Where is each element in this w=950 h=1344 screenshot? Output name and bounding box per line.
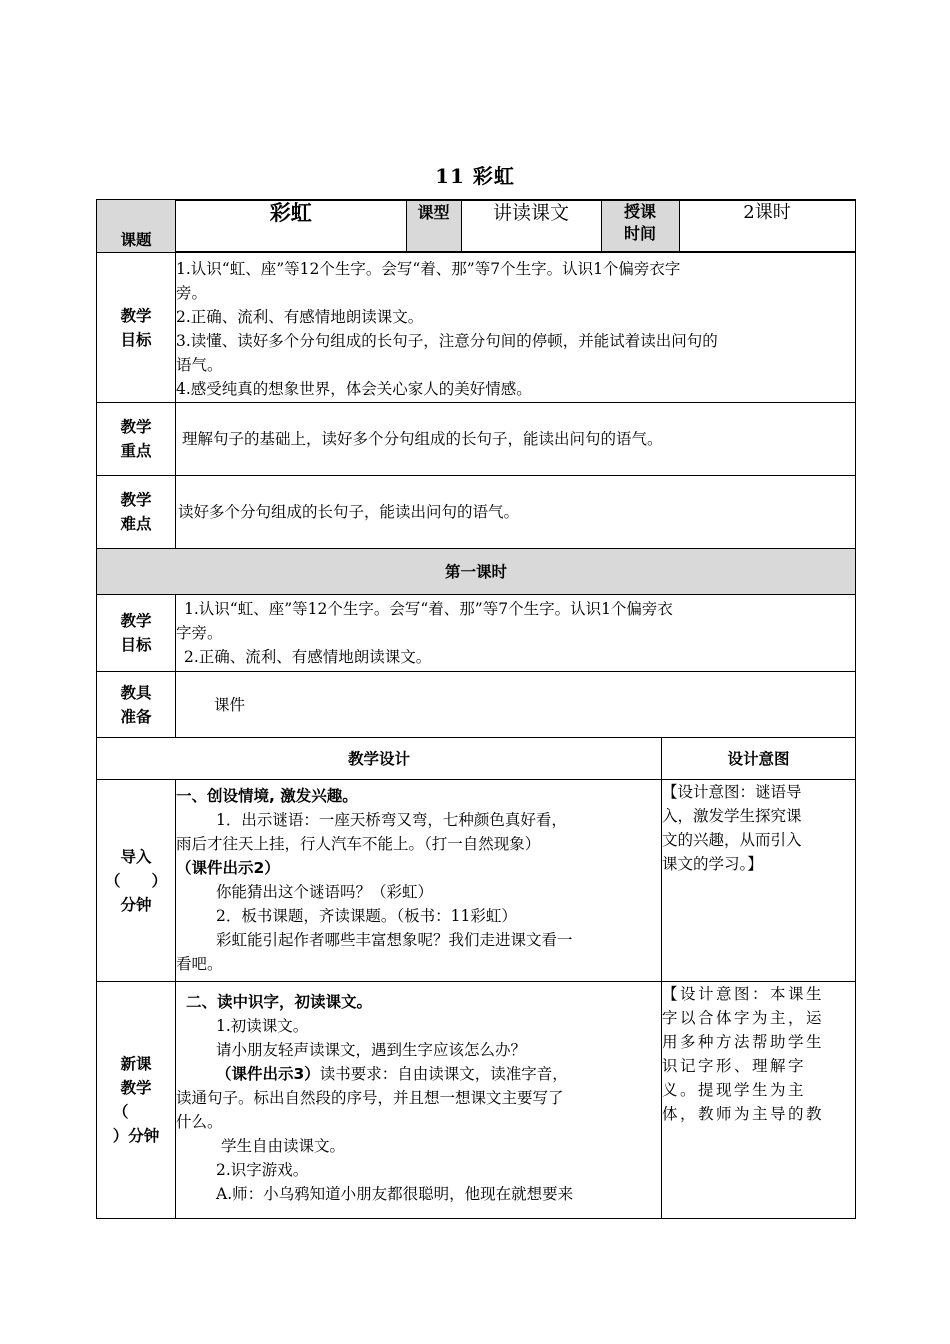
reading-requirement: 读书要求：自由读课文，读准字音， [319,1065,568,1083]
newlesson-paragraph: 1.初读课文。 [216,1017,309,1035]
intro-label-line-1: 导入 [120,847,152,866]
intent-line: 用多种方法帮助学生 [662,1033,825,1051]
difficulties-content: 读好多个分句组成的长句子，能读出问句的语气。 [176,476,856,549]
keypoints-content: 理解句子的基础上，读好多个分句组成的长句子，能读出问句的语气。 [176,403,856,476]
newlesson-label-line-1: 新课 [120,1055,152,1073]
lesson1-goal-line: 2.正确、流利、有感情地朗读课文。 [184,648,432,666]
goals-label-line-2: 目标 [120,330,152,349]
topic-value: 彩虹 [176,201,406,252]
newlesson-intent [662,982,856,1219]
goals-content [176,253,856,403]
goal-line: 1.认识“虹、座”等12个生字。会写“着、那”等7个生字。认识1个偏旁衣字 [176,260,681,278]
difficulties-label-line-2: 难点 [120,515,152,533]
intro-paragraph: 2．板书课题，齐读课题。（板书：11彩虹） [216,907,517,925]
difficulties-label-line-1: 教学 [120,491,152,509]
intro-content [176,780,662,982]
goal-line: 旁。 [176,284,208,302]
newlesson-paragraph [176,1062,661,1086]
intent-line: 课文的学习。】 [662,855,763,873]
difficulties-label [97,476,176,549]
lesson1-goal-line: 1.认识“虹、座”等12个生字。会写“着、那”等7个生字。认识1个偏旁衣 [184,600,673,618]
time-value: 2课时 [679,201,855,252]
lesson1-goals-content [176,595,856,672]
newlesson-paragraph: 请小朋友轻声读课文，遇到生字应该怎么办？ [216,1041,527,1059]
intro-paragraph: 你能猜出这个谜语吗？（彩虹） [216,883,434,901]
header-cells [176,200,856,253]
goal-line: 3.读懂、读好多个分句组成的长句子，注意分句间的停顿，并能试着读出问句的 [176,332,718,350]
topic-label: 课题 [120,231,152,249]
type-value: 讲读课文 [461,201,601,252]
intro-label-line-2: （ ） [104,871,167,890]
intent-line: 义。提现学生为主 [662,1081,807,1099]
intro-intent [662,780,856,982]
intro-paragraph: 1．出示谜语：一座天桥弯又弯，七种颜色真好看， [216,811,567,829]
intent-line: 文的兴趣，从而引入 [662,831,802,849]
newlesson-label [97,982,176,1219]
intent-line: 入，激发学生探究课 [662,807,802,825]
newlesson-heading: 二、读中识字，初读课文。 [186,993,373,1011]
newlesson-paragraph: 读通句子。标出自然段的序号，并且想一想课文主要写了 [176,1089,564,1107]
tools-label [97,672,176,738]
type-label: 课型 [406,201,461,252]
goal-line: 语气。 [176,356,223,374]
intro-paragraph: 彩虹能引起作者哪些丰富想象呢？我们走进课文看一 [216,931,573,949]
keypoints-label [97,403,176,476]
newlesson-paragraph: 什么。 [176,1113,223,1131]
intro-heading: 一、创设情境, 激发兴趣。 [176,787,358,805]
intro-paragraph: 雨后才往天上挂，行人汽车不能上。（打一自然现象） [176,835,541,853]
design-header-left: 教学设计 [97,738,662,780]
design-header-right: 设计意图 [662,738,856,780]
intent-line: 【设计意图：本课生 [662,985,825,1003]
lesson1-goals-label [97,595,176,672]
newlesson-paragraph: A.师：小乌鸦知道小朋友都很聪明，他现在就想要来 [216,1185,574,1203]
page-title: 11 彩虹 [435,164,515,188]
topic-label-cell [97,200,176,253]
newlesson-label-line-4: ）分钟 [112,1127,160,1145]
newlesson-label-line-3: （ [113,1103,129,1121]
intent-line: 识记字形、理解字 [662,1057,807,1075]
tools-value: 课件 [176,672,856,738]
time-label [601,201,679,252]
newlesson-label-line-2: 教学 [120,1079,152,1097]
lesson1-goals-label-line-1: 教学 [120,612,152,630]
intro-paragraph: 看吧。 [176,955,223,973]
lesson1-heading: 第一课时 [97,549,856,595]
goals-label [97,253,176,403]
goal-line: 4.感受纯真的想象世界，体会关心家人的美好情感。 [176,380,532,398]
newlesson-content [176,982,662,1219]
tools-label-line-2: 准备 [120,707,152,726]
intent-line: 字以合体字为主，运 [662,1009,825,1027]
intent-line: 【设计意图：谜语导 [662,783,802,801]
intro-label-line-3: 分钟 [120,895,152,914]
newlesson-paragraph: 学生自由读课文。 [221,1137,346,1155]
keypoints-label-line-2: 重点 [120,442,152,460]
goals-label-line-1: 教学 [120,306,152,325]
goal-line: 2.正确、流利、有感情地朗读课文。 [176,308,424,326]
time-label-line-1: 授课 [623,202,656,221]
intro-label [97,780,176,982]
lesson-plan-table [96,199,856,1219]
tools-label-line-1: 教具 [120,683,152,702]
keypoints-label-line-1: 教学 [120,418,152,436]
intent-line: 体，教师为主导的教 [662,1105,825,1123]
lesson1-goals-label-line-2: 目标 [120,636,152,654]
intro-paragraph: （课件出示2） [176,859,280,877]
time-label-line-2: 时间 [623,224,656,243]
lesson1-goal-line: 字旁。 [176,624,223,642]
courseware-note: （课件出示3） [216,1065,320,1083]
newlesson-paragraph: 2.识字游戏。 [216,1161,309,1179]
